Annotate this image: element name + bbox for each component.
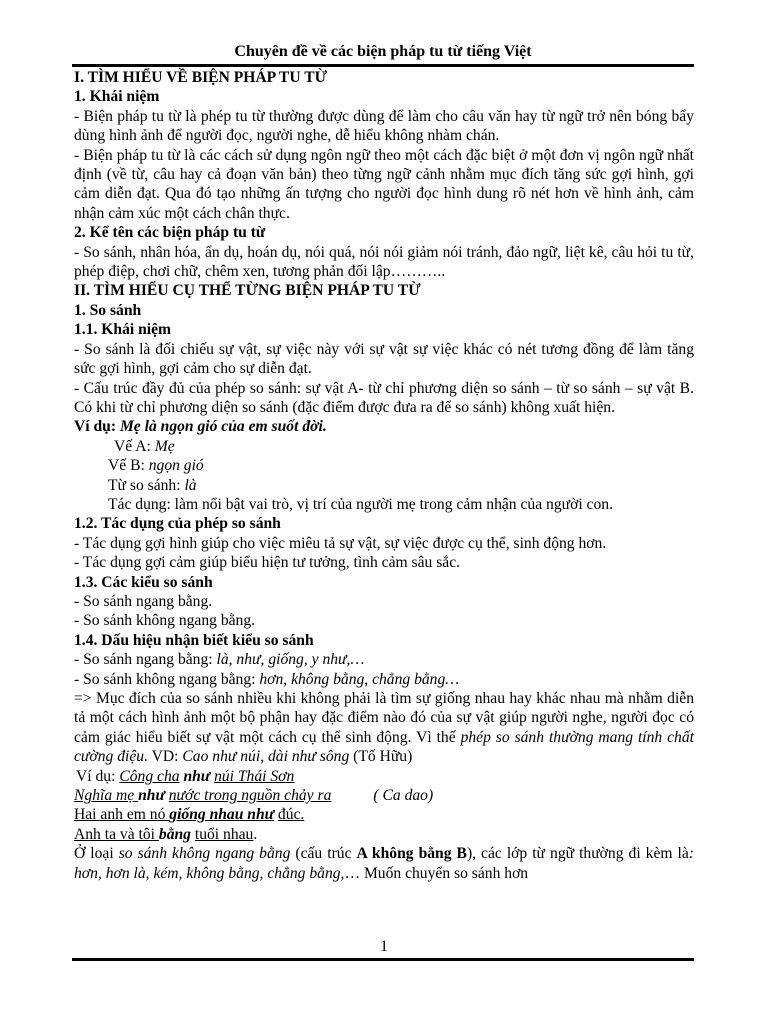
- tu-so-sanh-value: là: [184, 476, 197, 494]
- comparison-word: như: [138, 787, 165, 805]
- section-2-heading: II. TÌM HIỂU CỤ THỂ TỪNG BIỆN PHÁP TU TỪ: [74, 282, 421, 300]
- text-run: Nghĩa mẹ: [74, 787, 135, 805]
- poem-line-1: [74, 767, 694, 786]
- text-run: Hai anh em nó: [74, 806, 170, 824]
- source-citation: ( Ca dao): [373, 787, 434, 805]
- text-run: ), các lớp từ ngữ thường đi kèm là: [466, 845, 689, 863]
- paragraph: - Cấu trúc đầy đủ của phép so sánh: sự vật A- từ chỉ phương diện so sánh – từ so sánh – sự vật B. Có khi từ chỉ phương diện so sánh (đặc điểm được đưa ra để so sánh) không xuất hiện.: [74, 379, 694, 416]
- tac-dung-line: Tác dụng: làm nổi bật vai trò, vị trí của người mẹ trong cảm nhận của người con.: [108, 495, 613, 513]
- ve-a-label: Vế A:: [114, 437, 155, 455]
- sign-label: - So sánh không ngang bằng:: [74, 670, 260, 688]
- ve-a-value: Mẹ: [154, 437, 175, 455]
- example-text: Mẹ là ngọn gió của em suốt đời.: [119, 418, 327, 436]
- text-run: Công cha: [119, 767, 180, 785]
- text-run: đúc.: [277, 806, 305, 824]
- comparison-word: bằng: [158, 825, 191, 843]
- text-run: A không bằng B: [356, 845, 467, 863]
- paragraph: - Biện pháp tu từ là các cách sử dụng ngôn ngữ theo một cách đặc biệt ở một đơn vị ngôn ngữ nhất định (về từ, câu hay cả đoạn văn bản) theo từng ngữ cảnh nhằm mục đích tăng sức gợi hình, gợi cảm diễn đạt. Qua đó tạo những ấn tượng cho người đọc hình dung rõ nét hơn về hình ảnh, cảm nhận cảm xúc một cách chân thực.: [74, 146, 694, 222]
- comparison-word: như: [183, 767, 211, 785]
- example-label: Ví dụ:: [74, 418, 120, 436]
- text-run: [74, 787, 138, 804]
- sign-ngang-bang: [74, 650, 694, 669]
- sign-khong-ngang-bang: [74, 670, 694, 689]
- example-label: Ví dụ:: [76, 767, 120, 785]
- paragraph: - So sánh, nhân hóa, ẩn dụ, hoán dụ, nói quá, nói nói giảm nói tránh, đảo ngữ, liệt kê, câu hỏi tu từ, phép điệp, chơi chữ, chêm xen, tương phản đối lập………..: [74, 243, 694, 281]
- text-run: (cấu trúc: [290, 845, 357, 863]
- text-run: (Tố Hữu): [349, 748, 413, 766]
- ve-b-label: Vế B:: [108, 457, 149, 475]
- comparison-word: giống nhau như: [169, 806, 274, 824]
- sign-value: hơn, không bằng, chẳng bằng…: [259, 670, 460, 688]
- poem-line-2: [74, 786, 694, 805]
- subheading-1-3: 1.3. Các kiểu so sánh: [74, 573, 213, 591]
- text-run: ,… Muốn chuyển so sánh hơn: [340, 864, 529, 882]
- footer-rule: [72, 958, 694, 961]
- text-run: : hơn, hơn là, kém, không bằng, chẳng bằng: [74, 845, 695, 882]
- closing-paragraph: [74, 844, 694, 883]
- subheading-1-4: 1.4. Dấu hiệu nhận biết kiểu so sánh: [74, 631, 314, 649]
- sign-value: là, như, giống, y như,…: [216, 651, 365, 669]
- ve-b-value: ngọn gió: [148, 457, 204, 475]
- text-run: => Mục đích của so sánh nhiều khi không phải là tìm sự giống nhau hay khác nhau mà nhằm diễn tả một cách hình ảnh một bộ phận hay đặc điểm nào đó của sự vật giúp người nghe, người đọc có cảm giác hiểu biết sự vật một cách cụ thể sinh động. Vì thế: [74, 690, 694, 746]
- subheading-ke-ten: 2. Kể tên các biện pháp tu từ: [74, 224, 266, 242]
- paragraph: - Tác dụng gợi hình giúp cho việc miêu tả sự vật, sự việc được cụ thể, sinh động hơn.: [74, 534, 607, 552]
- tu-so-sanh-label: Từ so sánh:: [108, 476, 185, 494]
- example-line-4: [74, 825, 694, 844]
- paragraph: - Biện pháp tu từ là phép tu từ thường được dùng để làm cho câu văn hay từ ngữ trở nên bóng bẩy dùng hình ảnh để người đọc, người nghe, dễ hiểu không nhàm chán.: [74, 107, 694, 145]
- ve-a-line: [74, 437, 694, 456]
- subheading-khai-niem: 1. Khái niệm: [74, 88, 160, 106]
- text-run: .: [253, 825, 258, 843]
- paragraph: - So sánh là đối chiếu sự vật, sự việc này với sự vật sự việc khác có nét tương đồng để làm tăng sức gợi hình, gợi cảm cho sự diễn đạt.: [74, 340, 694, 378]
- paragraph: - So sánh ngang bằng.: [74, 592, 213, 610]
- document-body: [74, 68, 694, 883]
- page-number: 1: [380, 938, 388, 955]
- text-run: Anh ta và tôi: [74, 825, 159, 843]
- text-run: nước trong nguồn chảy ra: [168, 787, 332, 805]
- page-header-title: Chuyên đề về các biện pháp tu từ tiếng Việt: [234, 43, 532, 60]
- paragraph: - Tác dụng gợi cảm giúp biểu hiện tư tưởng, tình cảm sâu sắc.: [74, 554, 461, 572]
- subheading-so-sanh: 1. So sánh: [74, 301, 142, 319]
- section-1-heading: I. TÌM HIỂU VỀ BIỆN PHÁP TU TỪ: [74, 69, 328, 86]
- text-run: Cao như núi, dài như sông: [182, 748, 350, 766]
- text-run: phép so sánh thường mang tính chất cường điệu.: [74, 728, 694, 766]
- tu-so-sanh-line: [74, 476, 694, 495]
- text-run: tuổi nhau: [194, 825, 254, 843]
- sign-label: - So sánh ngang bằng:: [74, 651, 217, 669]
- text-run: núi Thái Sơn: [214, 767, 295, 785]
- purpose-paragraph: [74, 689, 694, 767]
- subheading-1-1: 1.1. Khái niệm: [74, 321, 172, 339]
- example-line-3: [74, 805, 694, 824]
- paragraph: - So sánh không ngang bằng.: [74, 612, 256, 630]
- subheading-1-2: 1.2. Tác dụng của phép so sánh: [74, 515, 281, 533]
- text-run: so sánh không ngang bằng: [118, 845, 291, 863]
- header-rule: [72, 64, 694, 67]
- text-run: Ở loại: [74, 845, 119, 863]
- text-run: VD:: [148, 748, 183, 766]
- example-line: [74, 417, 694, 436]
- ve-b-line: [74, 456, 694, 475]
